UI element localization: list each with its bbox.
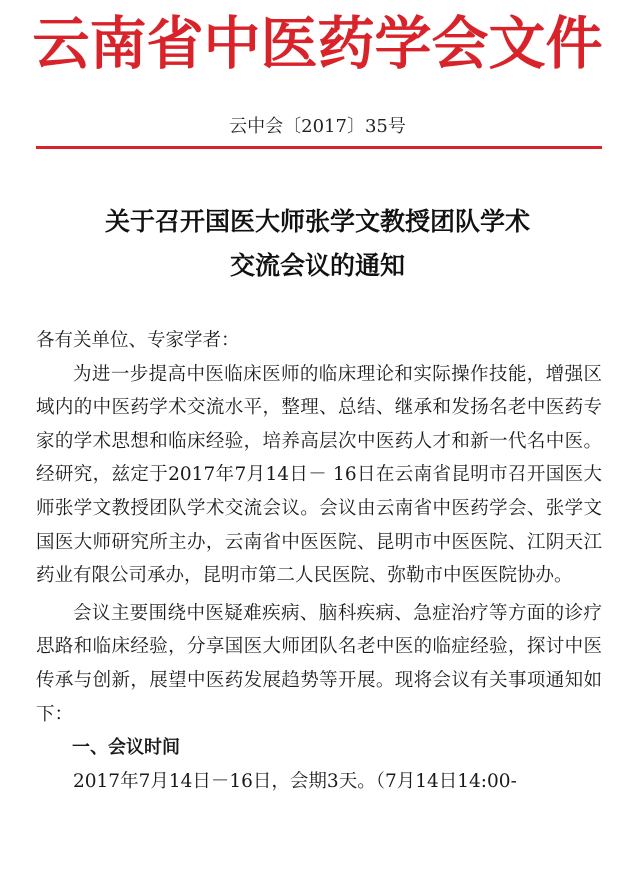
issuer-header: 云南省中医药学会文件: [32, 11, 603, 77]
document-body: [36, 324, 602, 798]
section-text-time: 2017年7月14日－16日，会期3天。（7月14日14:00-: [73, 770, 517, 792]
title-line-2: 交流会议的通知: [229, 251, 405, 280]
paragraph-topics: 会议主要围绕中医疑难疾病、脑科疾病、急症治疗等方面的诊疗思路和临床经验，分享国医大师团队名老中医的临症经验，探讨中医传承与创新，展望中医药发展趋势等开展。现将会议有关事项通知如下：: [36, 602, 602, 725]
section-heading-time: 一、会议时间: [72, 737, 180, 759]
salutation: 各有关单位、专家学者：: [36, 330, 240, 351]
header-divider: [36, 146, 602, 149]
paragraph-intro: 为进一步提高中医临床医师的临床理论和实际操作技能，增强区域内的中医药学术交流水平，整理、总结、继承和发扬名老中医药专家的学术思想和临床经验，培养高层次中医药人才和新一代名中医。经研究，兹定于2017年7月14日－ 16日在云南省昆明市召开国医大师张学文教授团队学术交流会议。会议由云南省中医药学会、张学文国医大师研究所主办，云南省中医医院、昆明市中医医院、江阴天江药业有限公司承办，昆明市第二人民医院、弥勒市中医医院协办。: [36, 363, 602, 587]
document-number: 云中会〔2017〕35号: [229, 116, 406, 137]
document-title: [0, 200, 635, 288]
title-line-1: 关于召开国医大师张学文教授团队学术: [104, 207, 530, 236]
